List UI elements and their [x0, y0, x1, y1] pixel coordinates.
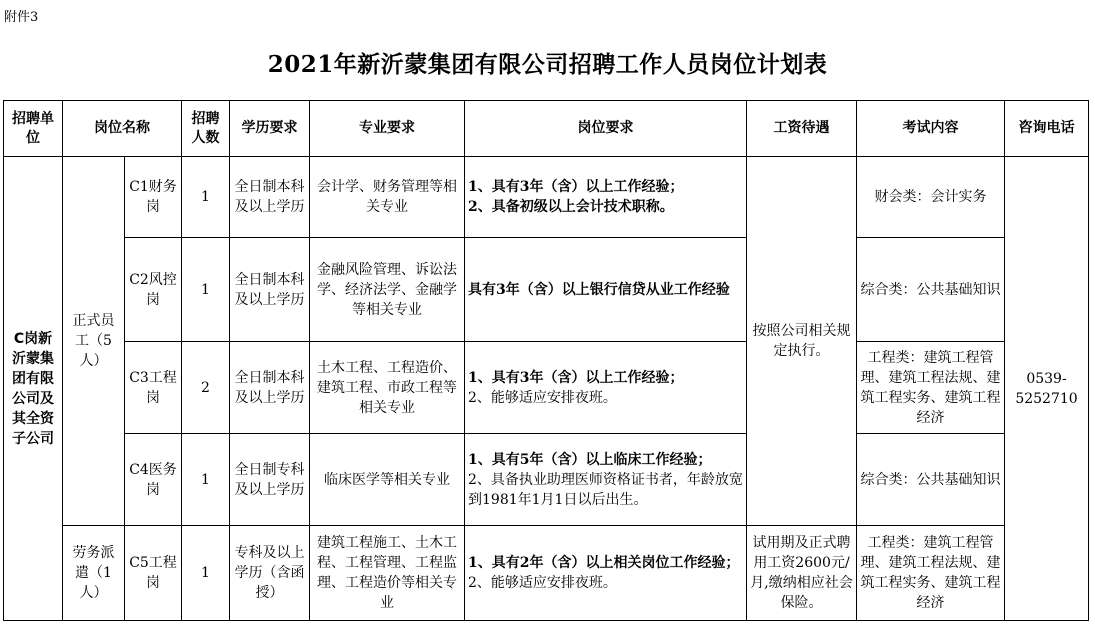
table-row: [4, 238, 1089, 342]
major-cell: 建筑工程施工、土木工程、工程管理、工程监理、工程造价等相关专业: [310, 526, 465, 621]
phone-cell: 0539-5252710: [1005, 157, 1089, 621]
count-cell: 1: [182, 238, 230, 342]
requirement-line: 2、具备初级以上会计技术职称。: [468, 199, 674, 215]
group-formal: 正式员工（5人）: [63, 157, 125, 526]
education-cell: 全日制本科及以上学历: [230, 342, 310, 434]
exam-cell: 综合类：公共基础知识: [857, 434, 1005, 526]
requirement-line: 2、能够适应安排夜班。: [468, 389, 617, 406]
recruitment-plan-table: [3, 100, 1089, 621]
header-requirements: 岗位要求: [465, 101, 747, 157]
requirement-line: 2、能够适应安排夜班。: [468, 575, 617, 591]
exam-cell: 综合类：公共基础知识: [857, 238, 1005, 342]
education-cell: 全日制本科及以上学历: [230, 157, 310, 238]
exam-cell: 工程类：建筑工程管理、建筑工程法规、建筑工程实务、建筑工程经济: [857, 526, 1005, 621]
position-cell: C3工程岗: [125, 342, 182, 434]
table-row: [4, 434, 1089, 526]
education-cell: 专科及以上学历（含函授）: [230, 526, 310, 621]
position-cell: C2风控岗: [125, 238, 182, 342]
page-title: 2021年新沂蒙集团有限公司招聘工作人员岗位计划表: [267, 51, 828, 78]
header-major: 专业要求: [310, 101, 465, 157]
requirement-line: 2、具备执业助理医师资格证书者，年龄放宽到1981年1月1日以后出生。: [468, 471, 743, 508]
education-cell: 全日制专科及以上学历: [230, 434, 310, 526]
header-education: 学历要求: [230, 101, 310, 157]
education-cell: 全日制本科及以上学历: [230, 238, 310, 342]
major-cell: 金融风险管理、诉讼法学、经济法学、金融学等相关专业: [310, 238, 465, 342]
salary-formal: 按照公司相关规定执行。: [747, 157, 857, 526]
major-cell: 会计学、财务管理等相关专业: [310, 157, 465, 238]
table-row: [4, 526, 1089, 621]
header-salary: 工资待遇: [747, 101, 857, 157]
header-count: 招聘人数: [182, 101, 230, 157]
position-cell: C5工程岗: [125, 526, 182, 621]
requirements-cell: [465, 238, 747, 342]
major-cell: 临床医学等相关专业: [310, 434, 465, 526]
header-phone: 咨询电话: [1005, 101, 1089, 157]
exam-cell: 工程类：建筑工程管理、建筑工程法规、建筑工程实务、建筑工程经济: [857, 342, 1005, 434]
requirement-line: 1、具有3年（含）以上工作经验；: [468, 179, 684, 195]
position-cell: C4医务岗: [125, 434, 182, 526]
table-row: [4, 342, 1089, 434]
header-row: [4, 101, 1089, 157]
header-exam: 考试内容: [857, 101, 1005, 157]
requirement-line: 具有3年（含）以上银行信贷从业工作经验: [468, 281, 730, 298]
requirements-cell: [465, 526, 747, 621]
exam-cell: 财会类：会计实务: [857, 157, 1005, 238]
requirement-line: 1、具有5年（含）以上临床工作经验；: [468, 451, 712, 468]
header-position: 岗位名称: [63, 101, 182, 157]
table-row: [4, 157, 1089, 238]
unit-cell: C岗新沂蒙集团有限公司及其全资子公司: [4, 157, 63, 621]
header-unit: 招聘单位: [4, 101, 63, 157]
major-cell: 土木工程、工程造价、建筑工程、市政工程等相关专业: [310, 342, 465, 434]
count-cell: 2: [182, 342, 230, 434]
requirements-cell: [465, 434, 747, 526]
requirements-cell: [465, 342, 747, 434]
requirement-line: 1、具有3年（含）以上工作经验；: [468, 369, 684, 386]
attachment-label: 附件3: [4, 10, 39, 25]
salary-dispatch: 试用期及正式聘用工资2600元/月,缴纳相应社会保险。: [747, 526, 857, 621]
count-cell: 1: [182, 434, 230, 526]
count-cell: 1: [182, 526, 230, 621]
count-cell: 1: [182, 157, 230, 238]
position-cell: C1财务岗: [125, 157, 182, 238]
group-dispatch: 劳务派遣（1人）: [63, 526, 125, 621]
requirements-cell: [465, 157, 747, 238]
requirement-line: 1、具有2年（含）以上相关岗位工作经验；: [468, 555, 740, 571]
